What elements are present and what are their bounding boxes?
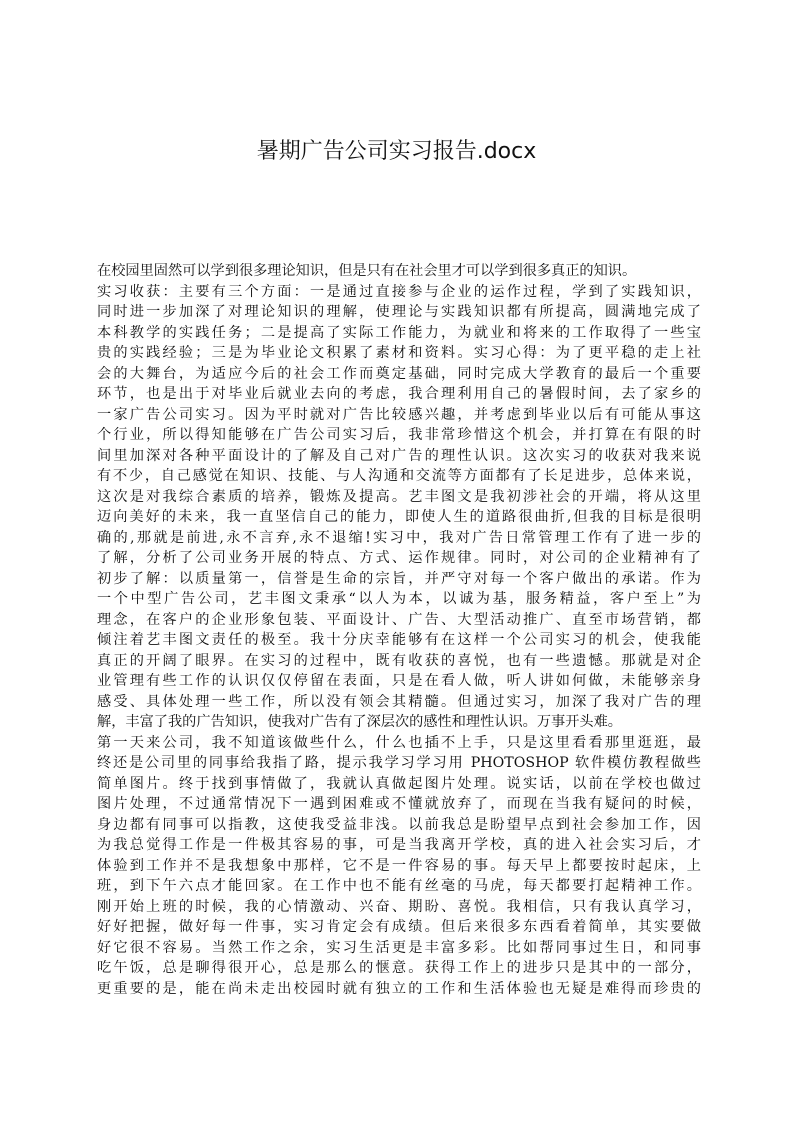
body-text-line: 贵的实践经验；三是为毕业论文积累了素材和资料。实习心得：为了更平稳的走上社 bbox=[97, 345, 701, 361]
body-text-line: 初步了解：以质量第一，信誉是生命的宗旨，并严守对每一个客户做出的承诺。作为 bbox=[97, 570, 701, 587]
body-text-line: 实习收获：主要有三个方面：一是通过直接参与企业的运作过程，学到了实践知识， bbox=[97, 283, 701, 300]
body-text-line: 业管理有些工作的认识仅仅停留在表面，只是在看人做，听人讲如何做，未能够亲身 bbox=[97, 673, 701, 689]
body-text-line: 间里加深对各种平面设计的了解及自己对广告的理性认识。这次实习的收获对我来说 bbox=[97, 447, 701, 464]
body-text-line: 身边都有同事可以指教，这使我受益非浅。以前我总是盼望早点到社会参加工作，因 bbox=[97, 816, 701, 833]
body-text-line: 同时进一步加深了对理论知识的理解，使理论与实践知识都有所提高，圆满地完成了 bbox=[97, 304, 701, 320]
body-text-line: 理念，在客户的企业形象包装、平面设计、广告、大型活动推广、直至市场营销，都 bbox=[97, 611, 701, 628]
body-text-line: 体验到工作并不是我想象中那样，它不是一件容易的事。每天早上都要按时起床，上 bbox=[97, 857, 701, 874]
body-text-line: 吃午饭，总是聊得很开心，总是那么的惬意。获得工作上的进步只是其中的一部分， bbox=[97, 960, 701, 976]
body-text-line: 个行业，所以得知能够在广告公司实习后，我非常珍惜这个机会，并打算在有限的时 bbox=[97, 427, 701, 443]
body-text-line: 会的大舞台，为适应今后的社会工作而奠定基础，同时完成大学教育的最后一个重要 bbox=[97, 365, 701, 382]
body-text-line: 迈向美好的未来，我一直坚信自己的能力，即使人生的道路很曲折,但我的目标是很明 bbox=[97, 509, 701, 525]
body-text-line: 第一天来公司，我不知道该做些什么，什么也插不上手，只是这里看看那里逛逛，最 bbox=[97, 734, 701, 751]
body-text-line: 为我总觉得工作是一件极其容易的事，可是当我离开学校，真的进入社会实习后，才 bbox=[97, 837, 701, 853]
body-text-line: 图片处理，不过通常情况下一遇到困难或不懂就放弃了，而现在当我有疑问的时候， bbox=[97, 796, 701, 812]
body-text-line: 在校园里固然可以学到很多理论知识，但是只有在社会里才可以学到很多真正的知识。 bbox=[97, 263, 637, 279]
body-text-line: 终还是公司里的同事给我指了路，提示我学习学习用 PHOTOSHOP 软件模仿教程做些 bbox=[97, 755, 701, 771]
body-text-line: 好好把握，做好每一件事，实习肯定会有成绩。但后来很多东西看着简单，其实要做 bbox=[97, 919, 701, 935]
body-text-line: 感受、具体处理一些工作，所以没有领会其精髓。但通过实习，加深了我对广告的理 bbox=[97, 693, 701, 710]
document-title: 暑期广告公司实习报告.docx bbox=[256, 139, 537, 164]
body-text-line: 确的,那就是前进,永不言弃,永不退缩!实习中，我对广告日常管理工作有了进一步的 bbox=[97, 529, 701, 546]
body-text-line: 倾注着艺丰图文责任的极至。我十分庆幸能够有在这样一个公司实习的机会，使我能 bbox=[97, 632, 701, 648]
body-text-line: 这次是对我综合素质的培养，锻炼及提高。艺丰图文是我初涉社会的开端，将从这里 bbox=[97, 488, 701, 505]
body-text-line: 了解，分析了公司业务开展的特点、方式、运作规律。同时，对公司的企业精神有了 bbox=[97, 550, 701, 566]
body-text-line: 有不少，自己感觉在知识、技能、与人沟通和交流等方面都有了长足进步，总体来说， bbox=[97, 468, 701, 484]
body-text-line: 班，到下午六点才能回家。在工作中也不能有丝毫的马虎，每天都要打起精神工作。 bbox=[97, 878, 701, 894]
body-text-line: 刚开始上班的时候，我的心情激动、兴奋、期盼、喜悦。我相信，只有我认真学习， bbox=[97, 898, 701, 915]
body-text-line: 好它很不容易。当然工作之余，实习生活更是丰富多彩。比如帮同事过生日，和同事 bbox=[97, 939, 701, 956]
body-text-line: 解，丰富了我的广告知识，使我对广告有了深层次的感性和理性认识。万事开头难。 bbox=[97, 714, 622, 730]
body-text-line: 简单图片。终于找到事情做了，我就认真做起图片处理。说实话，以前在学校也做过 bbox=[97, 775, 701, 792]
body-text-line: 本科教学的实践任务；二是提高了实际工作能力，为就业和将来的工作取得了一些宝 bbox=[97, 324, 701, 341]
document-body bbox=[97, 261, 701, 999]
body-text-line: 一个中型广告公司，艺丰图文秉承“以人为本，以诚为基，服务精益，客户至上”为 bbox=[97, 591, 701, 607]
body-text-line: 真正的开阔了眼界。在实习的过程中，既有收获的喜悦，也有一些遗憾。那就是对企 bbox=[97, 652, 701, 669]
body-text-line: 环节，也是出于对毕业后就业去向的考虑，我合理利用自己的暑假时间，去了家乡的 bbox=[97, 386, 701, 402]
body-text-line: 更重要的是，能在尚未走出校园时就有独立的工作和生活体验也无疑是难得而珍贵的 bbox=[97, 980, 701, 997]
body-text-line: 一家广告公司实习。因为平时就对广告比较感兴趣，并考虑到毕业以后有可能从事这 bbox=[97, 406, 701, 423]
